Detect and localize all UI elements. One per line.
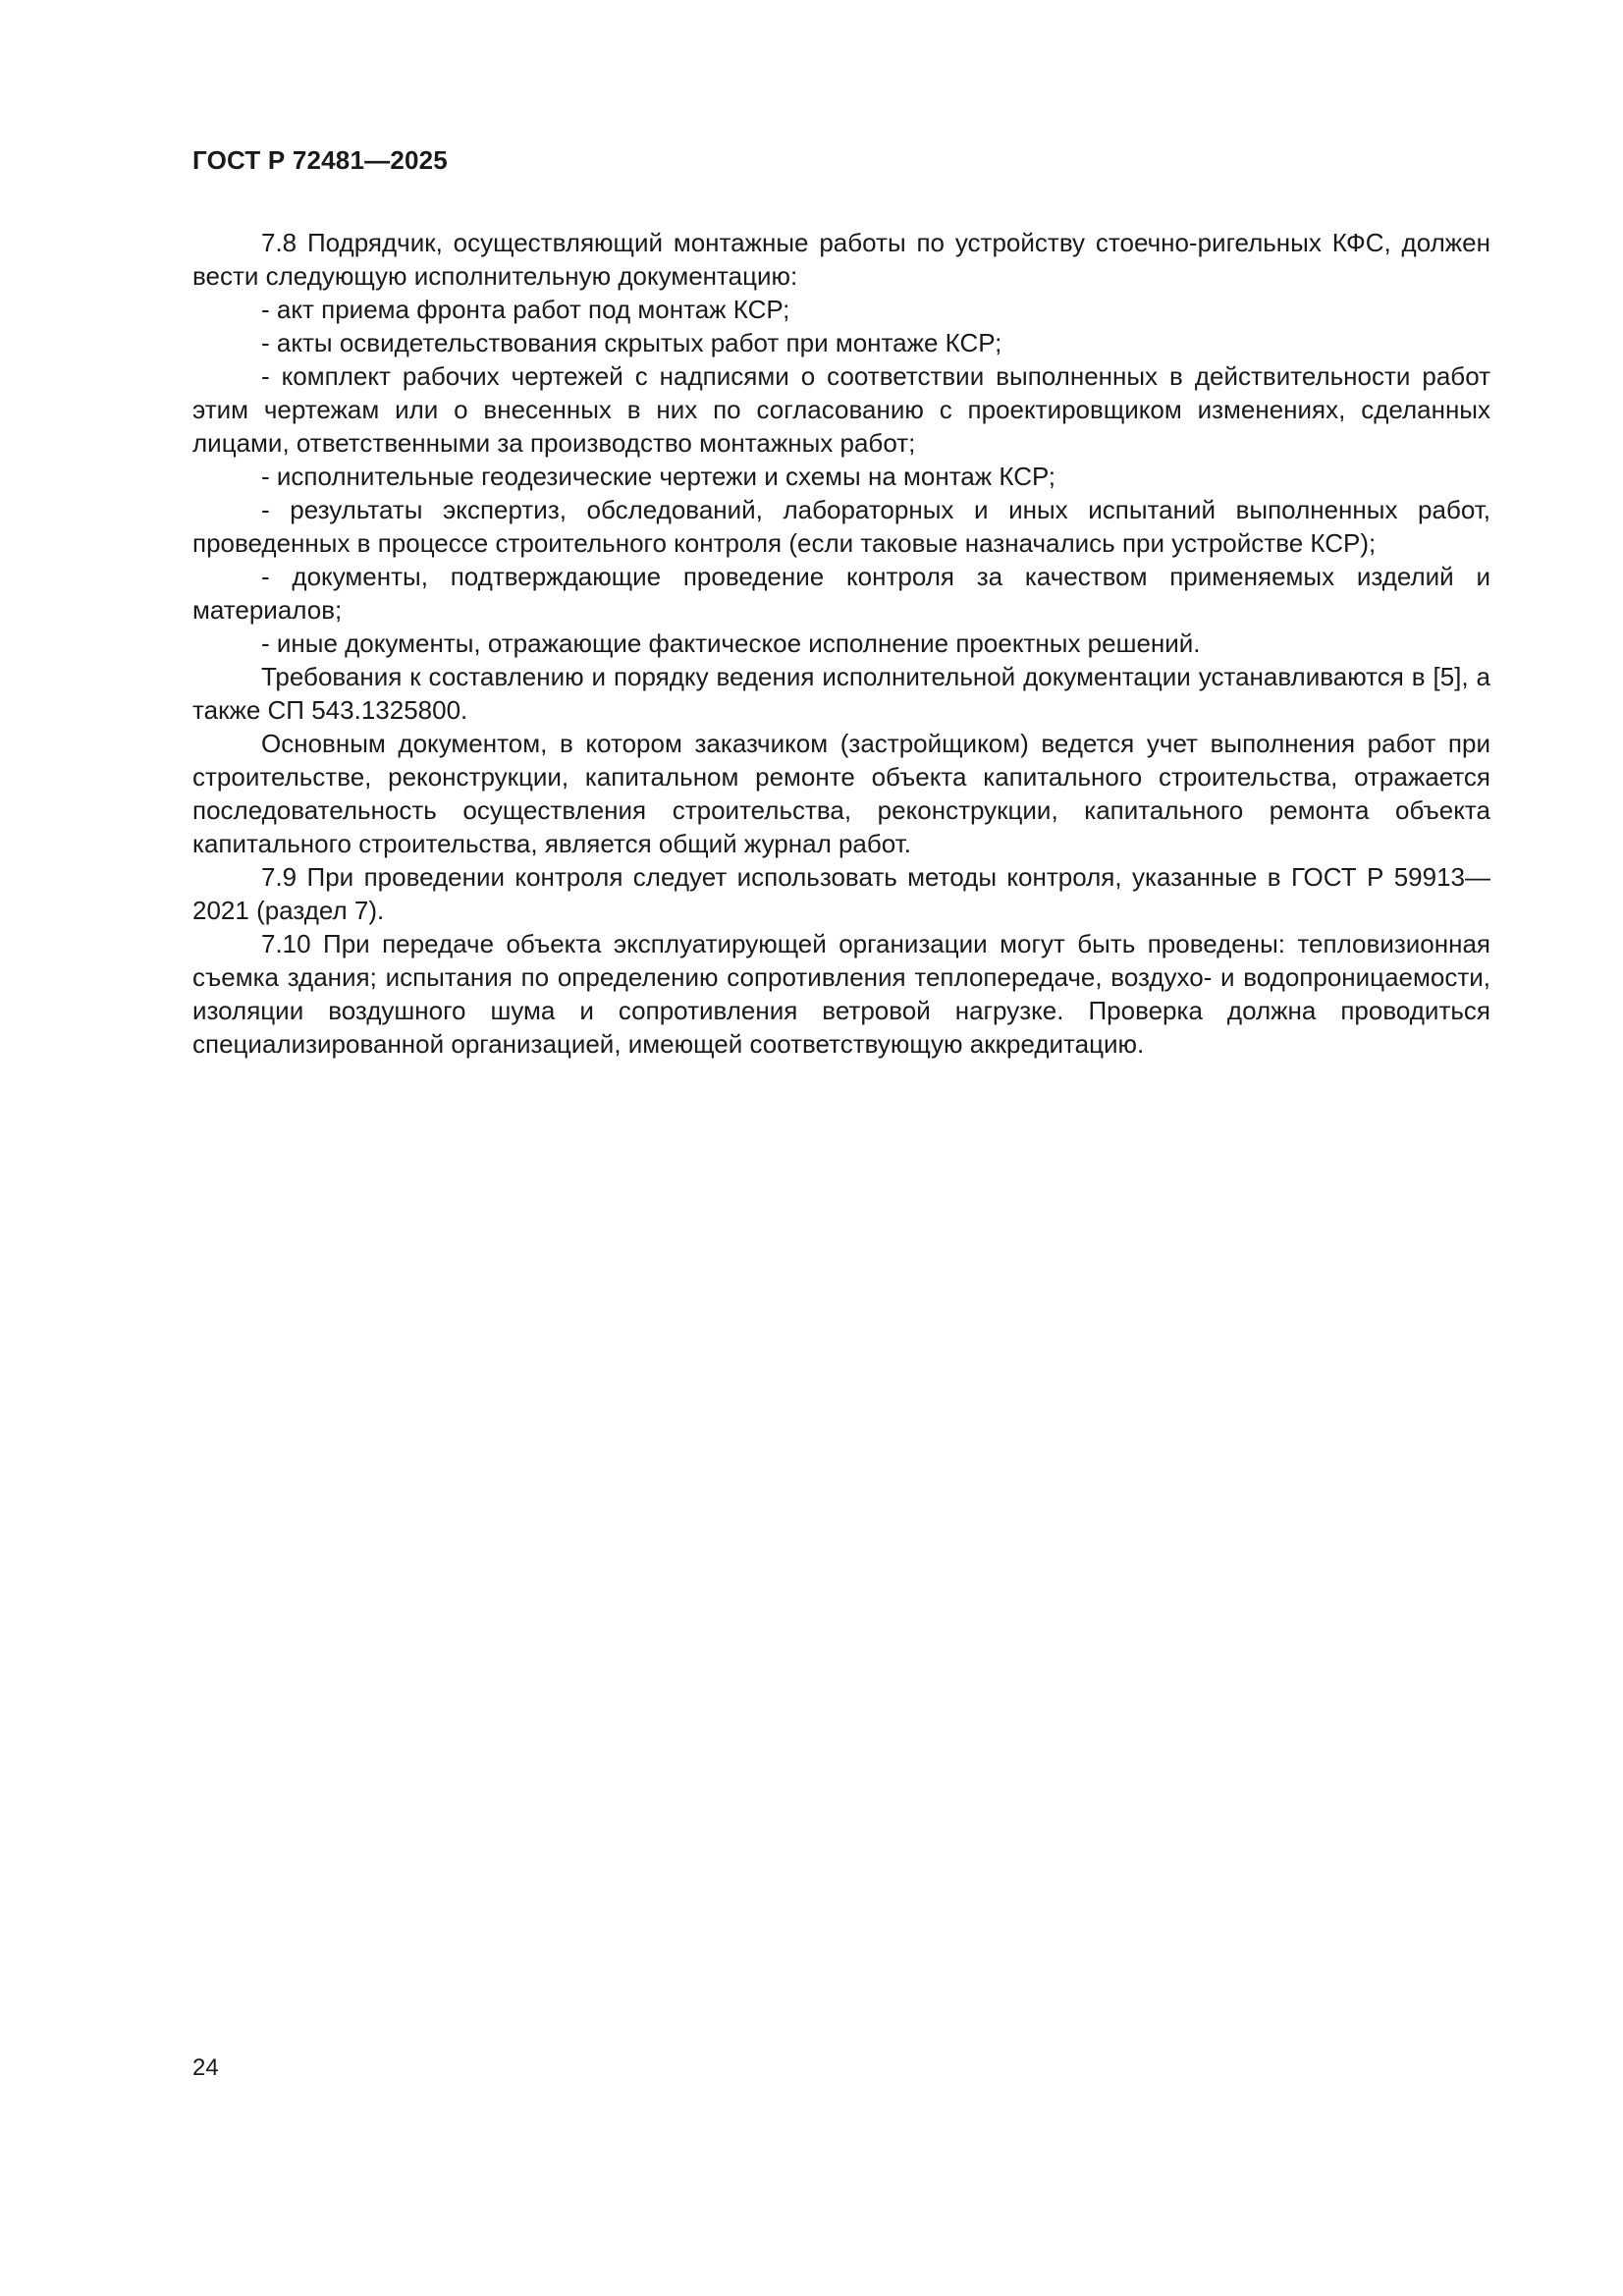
document-body bbox=[192, 226, 1490, 1061]
list-item: - акт приема фронта работ под монтаж КСР; bbox=[261, 295, 790, 324]
list-item: - документы, подтверждающие проведение контроля за качеством применяемых изделий и материалов; bbox=[192, 562, 1490, 625]
page-number: 24 bbox=[192, 2054, 219, 2081]
section-7-8-intro: 7.8 Подрядчик, осуществляющий монтажные работы по устройству стоечно-ригельных КФС, должен вести следующую исполнительную документацию: bbox=[192, 228, 1490, 291]
section-7-10-paragraph: 7.10 При передаче объекта эксплуатирующей организации могут быть проведены: тепловизионная съемка здания; испытания по определению сопротивления теплопередаче, воздухо- и водопроницаемости, изоляции воздушного шума и сопротивления ветровой нагрузке. Проверка должна проводиться специализированной организацией, имеющей соответствующую аккредитацию. bbox=[192, 929, 1490, 1059]
list-item: - акты освидетельствования скрытых работ при монтаже КСР; bbox=[261, 328, 1002, 357]
list-item: - иные документы, отражающие фактическое исполнение проектных решений. bbox=[261, 629, 1201, 658]
list-item: - комплект рабочих чертежей с надписями о соответствии выполненных в действительности работ этим чертежам или о внесенных в них по согласованию с проектировщиком изменениях, сделанных лицами, ответственными за производство монтажных работ; bbox=[192, 361, 1490, 458]
requirements-paragraph: Требования к составлению и порядку ведения исполнительной документации устанавливаются в [5], а также СП 543.1325800. bbox=[192, 662, 1490, 725]
section-7-9-paragraph: 7.9 При проведении контроля следует использовать методы контроля, указанные в ГОСТ Р 59913—2021 (раздел 7). bbox=[192, 862, 1490, 925]
document-code-header: ГОСТ Р 72481—2025 bbox=[192, 145, 448, 175]
list-item: - результаты экспертиз, обследований, лабораторных и иных испытаний выполненных работ, проведенных в процессе строительного контроля (если таковые назначались при устройстве КСР); bbox=[192, 495, 1490, 558]
list-item: - исполнительные геодезические чертежи и схемы на монтаж КСР; bbox=[261, 462, 1056, 491]
main-document-paragraph: Основным документом, в котором заказчиком (застройщиком) ведется учет выполнения работ при строительстве, реконструкции, капитальном ремонте объекта капитального строительства, отражается последовательность осуществления строительства, реконструкции, капитального ремонта объекта капитального строительства, является общий журнал работ. bbox=[192, 729, 1490, 858]
